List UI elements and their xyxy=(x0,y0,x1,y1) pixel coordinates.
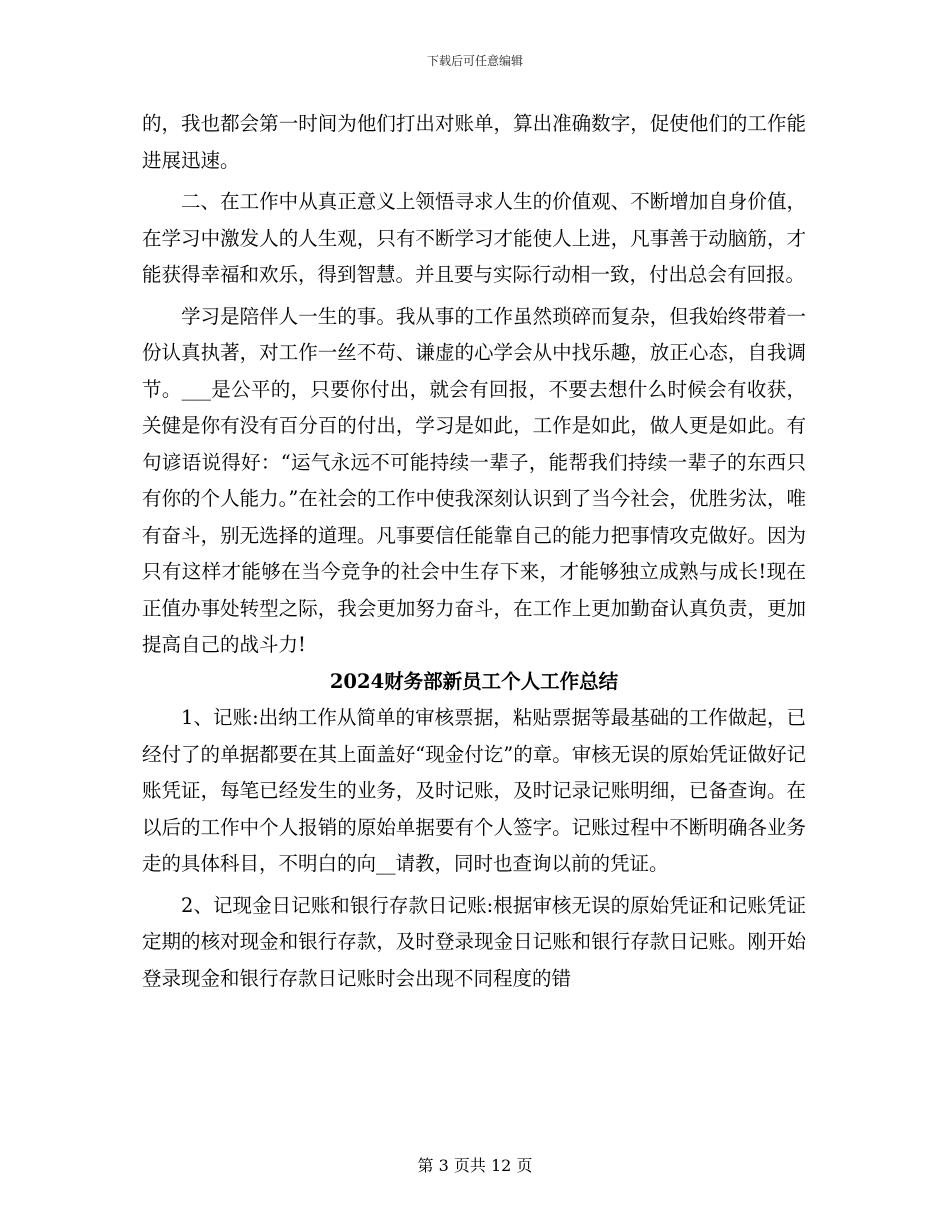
paragraph-cash-journal: 2、记现金日记账和银行存款日记账:根据审核无误的原始凭证和记账凭证定期的核对现金和银行存款，及时登录现金日记账和银行存款日记账。刚开始登录现金和银行存款日记账时会出现不同程度的错 xyxy=(142,893,806,990)
paragraph-values: 二、在工作中从真正意义上领悟寻求人生的价值观、不断增加自身价值，在学习中激发人的人生观，只有不断学习才能使人上进，凡事善于动脑筋，才能获得幸福和欢乐，得到智慧。并且要与实际行动相一致，付出总会有回报。 xyxy=(142,190,806,286)
page-footer: 第 3 页共 12 页 xyxy=(417,1156,533,1175)
paragraph-learning: 学习是陪伴人一生的事。我从事的工作虽然琐碎而复杂，但我始终带着一份认真执著，对工作一丝不苟、谦虚的心学会从中找乐趣，放正心态，自我调节。___是公平的，只要你付出，就会有回报，不要去想什么时候会有收获，关健是你有没有百分百的付出，学习是如此，工作是如此，做人更是如此。有句谚语说得好：“运气永远不可能持续一辈子，能帮我们持续一辈子的东西只有你的个人能力。”在社会的工作中使我深刻认识到了当今社会，优胜劣汰，唯有奋斗，别无选择的道理。凡事要信任能靠自己的能力把事情攻克做好。因为只有这样才能够在当今竞争的社会中生存下来，才能够独立成熟与成长!现在正值办事处转型之际，我会更加努力奋斗，在工作上更加勤奋认真负责，更加提高自己的战斗力! xyxy=(142,304,806,656)
document-body xyxy=(142,106,806,997)
paragraph-continuation: 的，我也都会第一时间为他们打出对账单，算出准确数字，促使他们的工作能进展迅速。 xyxy=(142,112,806,172)
page-header: 下载后可任意编辑 xyxy=(426,54,523,68)
paragraph-bookkeeping: 1、记账:出纳工作从简单的审核票据，粘贴票据等最基础的工作做起，已经付了的单据都要在其上面盖好“现金付讫”的章。审核无误的原始凭证做好记账凭证，每笔已经发生的业务，及时记账，及时记录记账明细，已备查询。在以后的工作中个人报销的原始单据要有个人签字。记账过程中不断明确各业务走的具体科目，不明白的向__请教，同时也查询以前的凭证。 xyxy=(142,706,806,875)
section-title: 2024财务部新员工个人工作总结 xyxy=(329,669,619,693)
